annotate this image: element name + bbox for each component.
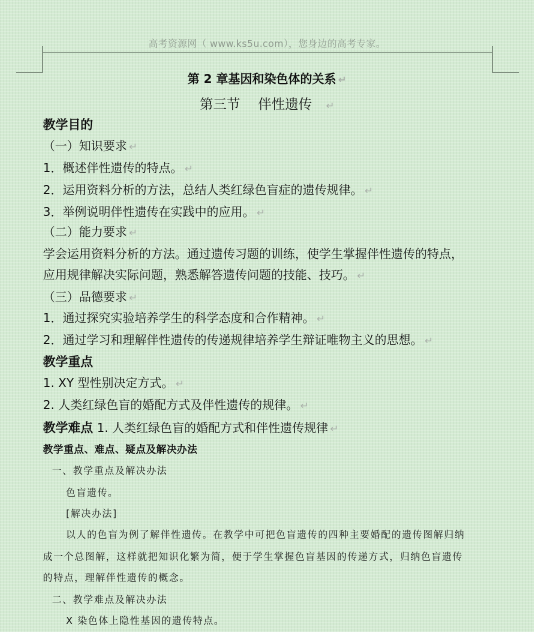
solution-1-item: 色盲遗传。 bbox=[66, 488, 119, 499]
moral-item: 1．通过探究实验培养学生的科学态度和合作精神。 ↵ bbox=[43, 311, 326, 325]
solutions-heading: 教学重点、难点、疑点及解决办法 bbox=[43, 445, 198, 456]
ability-paragraph: 学会运用资料分析的方法。通过遗传习题的训练，使学生掌握伴性遗传的特点， bbox=[43, 247, 464, 261]
knowledge-item: 1．概述伴性遗传的特点。 ↵ bbox=[43, 161, 194, 175]
solution-2-item: X 染色体上隐性基因的遗传特点。 bbox=[66, 616, 225, 627]
ability-heading: （二）能力要求 ↵ bbox=[43, 225, 138, 239]
knowledge-item: 3．举例说明伴性遗传在实践中的应用。 ↵ bbox=[43, 205, 266, 219]
keypoint-item: 1. XY 型性别决定方式。 ↵ bbox=[43, 376, 185, 390]
solution-1-paragraph: 以人的色盲为例了解伴性遗传。在教学中可把色盲遗传的四种主要婚配的遗传图解归纳 bbox=[66, 530, 466, 541]
keypoints-heading: 教学重点 bbox=[43, 354, 94, 369]
ability-paragraph: 应用规律解决实际问题，熟悉解答遗传问题的技能、技巧。 ↵ bbox=[43, 268, 366, 282]
knowledge-item: 2．运用资料分析的方法，总结人类红绿色盲症的遗传规律。 ↵ bbox=[43, 183, 374, 197]
moral-item: 2．通过学习和理解伴性遗传的传递规律培养学生辩证唯物主义的思想。 ↵ bbox=[43, 333, 434, 347]
solution-1-heading: 一、教学重点及解决办法 bbox=[52, 466, 168, 477]
knowledge-heading: （一）知识要求 ↵ bbox=[43, 139, 138, 153]
solution-2-heading: 二、教学难点及解决办法 bbox=[52, 595, 168, 606]
crop-mark-top-right bbox=[492, 46, 519, 73]
crop-mark-top-left bbox=[16, 46, 43, 73]
chapter-title: 第 2 章基因和染色体的关系 ↵ bbox=[187, 72, 347, 86]
objectives-heading: 教学目的 bbox=[43, 117, 94, 132]
moral-heading: （三）品德要求 ↵ bbox=[43, 290, 138, 304]
solution-1-paragraph: 的特点，理解伴性遗传的概念。 bbox=[43, 573, 191, 584]
solution-1-paragraph: 成一个总图解，这样就把知识化繁为简，便于学生掌握色盲基因的传递方式，归纳色盲遗传 bbox=[43, 552, 464, 563]
difficulty-line: 教学难点 1. 人类红绿色盲的婚配方式和伴性遗传规律 ↵ bbox=[43, 420, 339, 435]
solution-1-method-label: [解决办法] bbox=[66, 509, 118, 520]
section-title: 第三节 伴性遗传 ↵ bbox=[199, 97, 335, 113]
page-header: 高考资源网（ www.ks5u.com），您身边的高考专家。 bbox=[148, 39, 386, 50]
header-divider bbox=[42, 52, 492, 53]
keypoint-item: 2. 人类红绿色盲的婚配方式及伴性遗传的规律。 ↵ bbox=[43, 398, 309, 412]
